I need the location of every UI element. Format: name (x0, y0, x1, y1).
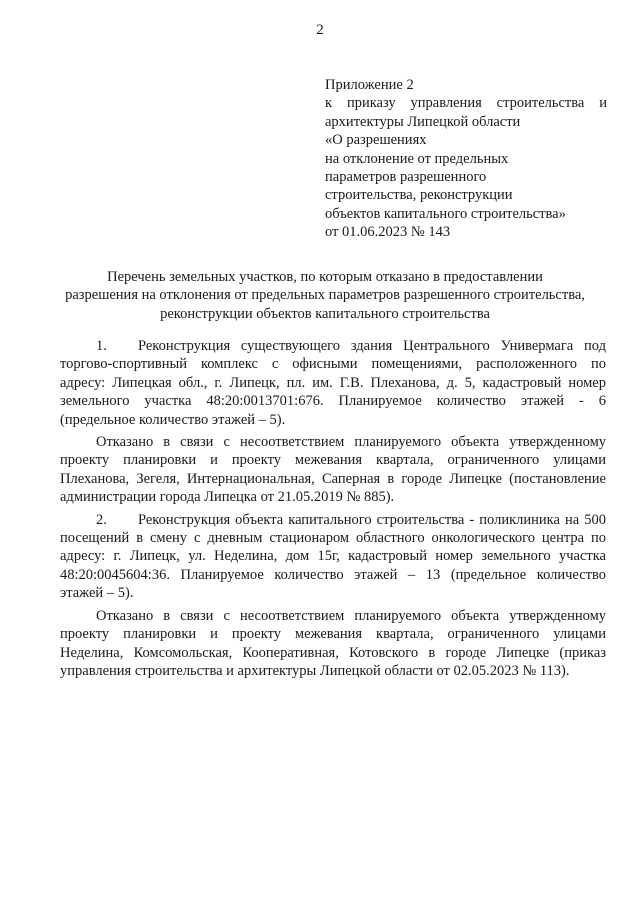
appendix-line: Приложение 2 (325, 77, 414, 93)
text-line: Неделина, Комсомольская, Кооперативная, Котовского в городе Липецке (приказ (60, 644, 606, 661)
text-line: управления строительства и архитектуры Липецкой области от 02.05.2023 № 113). (60, 662, 570, 679)
item-number: 2. (96, 511, 107, 528)
title-line: разрешения на отклонения от предельных параметров разрешенного строительства, (65, 287, 585, 304)
appendix-line: объектов капитального строительства» (325, 205, 566, 222)
text-line: этажей – 5). (60, 585, 134, 602)
text-line (60, 511, 606, 529)
appendix-line: на отклонение от предельных (325, 150, 509, 167)
page-number: 2 (316, 22, 324, 38)
text-line: Плеханова, Зегеля, Интернациональная, Саперная в городе Липецке (постановление (60, 470, 606, 487)
item-refusal (60, 433, 606, 507)
document-body (60, 337, 606, 680)
appendix-line: строительства, реконструкции (325, 187, 513, 204)
appendix-line: от 01.06.2023 № 143 (325, 224, 451, 241)
text-line: земельного участка 48:20:0013701:676. Планируемое количество этажей - 6 (60, 393, 606, 410)
appendix-line: архитектуры Липецкой области (325, 113, 521, 130)
appendix-line: «О разрешениях (325, 132, 427, 149)
text-line: Отказано в связи с несоответствием планируемого объекта утвержденному (96, 607, 606, 624)
item-description (60, 337, 606, 429)
item-description (60, 511, 606, 603)
item-refusal (60, 607, 606, 681)
text-line: администрации города Липецка от 21.05.2019 № 885). (60, 489, 395, 506)
text-line: адресу: г. Липецк, ул. Неделина, дом 15г, кадастровый номер земельного участка (60, 548, 606, 565)
text-line: адресу: Липецкая обл., г. Липецк, пл. им. Г.В. Плеханова, д. 5, кадастровый номер (60, 374, 606, 391)
document-title (40, 268, 610, 323)
title-line: реконструкции объектов капитального строительства (160, 305, 490, 322)
text-line: Отказано в связи с несоответствием планируемого объекта утвержденному (96, 434, 606, 451)
text-line: (предельное количество этажей – 5). (60, 411, 286, 428)
item-number: 1. (96, 338, 107, 354)
text-line: проекту планировки и проекту межевания квартала, ограниченного улицами (60, 626, 606, 643)
item-description-text: Реконструкция объекта капитального строительства - поликлиника на 500 (138, 511, 606, 528)
text-line: торгово-спортивный комплекс с офисными помещениями, расположенного по (60, 356, 606, 373)
text-line (60, 337, 606, 355)
text-line: посещений в смену с дневным стационаром областного онкологического центра по (60, 530, 606, 547)
appendix-header (325, 76, 607, 242)
appendix-line: параметров разрешенного (325, 169, 487, 186)
appendix-line: к приказу управления строительства и (325, 95, 607, 112)
text-line: 48:20:0045604:36. Планируемое количество этажей – 13 (предельное количество (60, 566, 606, 583)
title-line: Перечень земельных участков, по которым отказано в предоставлении (107, 269, 543, 285)
item-description-text: Реконструкция существующего здания Центрального Универмага под (138, 338, 606, 354)
text-line: проекту планировки и проекту межевания квартала, ограниченного улицами (60, 452, 606, 469)
